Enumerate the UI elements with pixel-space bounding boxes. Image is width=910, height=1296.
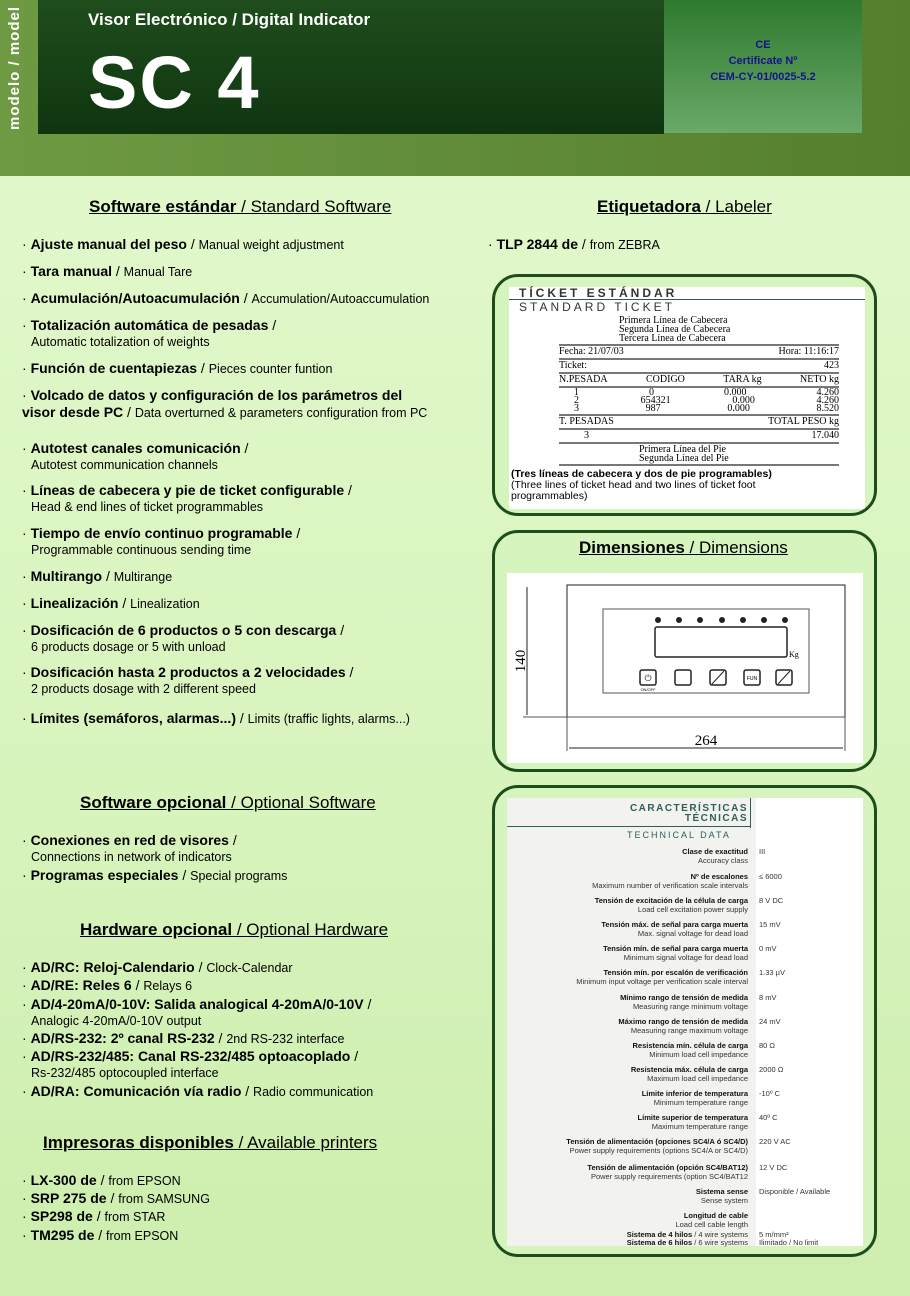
tech-label-es: Tensión de excitación de la célula de carga bbox=[594, 896, 748, 905]
tech-value: -10º C bbox=[759, 1089, 781, 1098]
list-item: · AD/4-20mA/0-10V: Salida analogical 4-20mA/0-10V / Analogic 4-20mA/0-10V output bbox=[22, 996, 372, 1028]
list-item: · Programas especiales / Special programs bbox=[22, 867, 288, 883]
list-item: · SRP 275 de / from SAMSUNG bbox=[22, 1190, 210, 1206]
heading-standard-software: Software estándar / Standard Software bbox=[89, 197, 392, 216]
ticket-cell: 0 bbox=[649, 387, 654, 398]
item-title: Linealización bbox=[30, 595, 119, 611]
item-title: AD/RC: Reloj-Calendario bbox=[30, 959, 195, 975]
tech-value: 2000 Ω bbox=[759, 1065, 784, 1074]
tech-label bbox=[595, 896, 748, 914]
tech-label-es: Clase de exactitud bbox=[682, 847, 748, 856]
tech-label bbox=[633, 1041, 748, 1059]
tech-label-es: Límite inferior de temperatura bbox=[641, 1089, 748, 1098]
tech-label bbox=[638, 1113, 748, 1131]
list-item: · AD/RC: Reloj-Calendario / Clock-Calendar bbox=[22, 959, 293, 975]
item-translation: Multirange bbox=[113, 570, 173, 584]
list-item: · Autotest canales comunicación / Autotest communication channels bbox=[22, 440, 249, 472]
ticket-row bbox=[559, 397, 839, 405]
tech-label bbox=[631, 1065, 748, 1083]
heading-labeler: Etiquetadora / Labeler bbox=[597, 197, 772, 216]
item-title: visor desde PC bbox=[22, 404, 124, 420]
tech-label-en: Accuracy class bbox=[697, 856, 748, 865]
ticket-row bbox=[559, 389, 839, 397]
heading-available-printers: Impresoras disponibles / Available printers bbox=[43, 1133, 378, 1152]
tech-label-es: Límite superior de temperatura bbox=[637, 1113, 748, 1122]
item-title: AD/RS-232: 2º canal RS-232 bbox=[30, 1030, 215, 1046]
list-item: · Función de cuentapiezas / Pieces counter funtion bbox=[22, 360, 333, 376]
tech-label bbox=[576, 968, 748, 986]
item-translation: Limits (traffic lights, alarms...) bbox=[247, 712, 410, 726]
ce-certificate bbox=[664, 0, 862, 133]
dimensions-drawing bbox=[507, 573, 863, 763]
item-translation: 2 products dosage with 2 different speed bbox=[31, 682, 256, 696]
item-translation: Programmable continuous sending time bbox=[31, 543, 252, 557]
item-translation: Manual weight adjustment bbox=[198, 238, 344, 252]
tech-label bbox=[696, 1187, 748, 1205]
ticket-cell: 1 bbox=[574, 387, 579, 398]
tech-label-es: Sistema de 6 hilos bbox=[626, 1238, 693, 1247]
tech-title-es: CARACTERÍSTICAS TÉCNICAS bbox=[629, 803, 748, 824]
unit-label: Kg bbox=[789, 650, 799, 659]
tech-label-en: Load cell cable length bbox=[675, 1220, 748, 1229]
item-translation: from ZEBRA bbox=[589, 238, 660, 252]
item-translation: Rs-232/485 optocoupled interface bbox=[31, 1066, 219, 1080]
item-title: AD/4-20mA/0-10V: Salida analogical 4-20mA/0-10V bbox=[30, 996, 364, 1012]
tech-value: III bbox=[759, 847, 766, 856]
ticket-head-lines bbox=[559, 316, 839, 343]
tech-label-en: 4 wire systems bbox=[698, 1230, 748, 1239]
button-label: ON/OFF bbox=[640, 687, 656, 692]
tech-value: 24 mV bbox=[759, 1017, 781, 1026]
tech-value: 80 Ω bbox=[759, 1041, 776, 1050]
item-title: Totalización automática de pesadas bbox=[30, 317, 269, 333]
ticket-head-line: Primera Línea de Cabecera bbox=[619, 315, 728, 326]
item-translation: from STAR bbox=[104, 1210, 166, 1224]
list-item: · TM295 de / from EPSON bbox=[22, 1227, 179, 1243]
tech-label bbox=[620, 993, 748, 1011]
ticket-cell: 0.000 bbox=[727, 403, 750, 414]
tech-label-en: Maximum number of verification scale intervals bbox=[592, 881, 748, 890]
tech-label-es: Tensión mín. de señal para carga muerta bbox=[603, 944, 748, 953]
ticket-total-count: 3 bbox=[584, 430, 589, 441]
item-translation: Data overturned & parameters configuration from PC bbox=[134, 406, 428, 420]
heading-dimensions: Dimensiones / Dimensions bbox=[579, 538, 788, 557]
item-translation: from SAMSUNG bbox=[118, 1192, 210, 1206]
tech-label-en: 6 wire systems bbox=[698, 1238, 748, 1247]
ticket-total-weight: 17.040 bbox=[811, 430, 839, 441]
list-item: · Ajuste manual del peso / Manual weight adjustment bbox=[22, 236, 344, 252]
ticket-cell: 987 bbox=[645, 403, 661, 414]
list-item: · TLP 2844 de / from ZEBRA bbox=[488, 236, 660, 252]
tech-label-es: Longitud de cable bbox=[683, 1211, 748, 1220]
item-translation: 2nd RS-232 interface bbox=[226, 1032, 345, 1046]
ticket-note bbox=[509, 469, 865, 502]
list-item: · Dosificación hasta 2 productos a 2 velocidades / 2 products dosage with 2 different speed bbox=[22, 664, 354, 696]
item-title: TLP 2844 de bbox=[496, 236, 579, 252]
tech-label bbox=[682, 847, 748, 865]
item-translation: Connections in network of indicators bbox=[31, 850, 232, 864]
tech-label-es: Tensión de alimentación (opciones SC4/A ó SC4/D) bbox=[566, 1137, 748, 1146]
list-item: · Linealización / Linealization bbox=[22, 595, 200, 611]
ticket-cell: 654321 bbox=[640, 395, 671, 406]
list-item: · Multirango / Multirange bbox=[22, 568, 173, 584]
list-item: · LX-300 de / from EPSON bbox=[22, 1172, 181, 1188]
item-translation: Automatic totalization of weights bbox=[31, 335, 210, 349]
list-item: · AD/RS-232: 2º canal RS-232 / 2nd RS-232 interface bbox=[22, 1030, 345, 1046]
item-title: Conexiones en red de visores bbox=[30, 832, 229, 848]
ticket-title-es: TÍCKET ESTÁNDAR bbox=[519, 286, 678, 300]
item-title: Autotest canales comunicación bbox=[30, 440, 241, 456]
tech-label-en: Minimum load cell impedance bbox=[649, 1050, 748, 1059]
ticket-date: Fecha: 21/07/03 bbox=[559, 346, 624, 357]
item-title: SRP 275 de bbox=[30, 1190, 107, 1206]
tech-label-en: Maximum temperature range bbox=[651, 1122, 748, 1131]
item-title: Dosificación de 6 productos o 5 con descarga bbox=[30, 622, 337, 638]
tech-title-en: TECHNICAL DATA bbox=[627, 830, 731, 840]
tech-value: ≤ 6000 bbox=[759, 872, 782, 881]
item-title: AD/RS-232/485: Canal RS-232/485 optoacoplado bbox=[30, 1048, 351, 1064]
tech-value: 1.33 µV bbox=[759, 968, 786, 977]
tech-label bbox=[603, 944, 748, 962]
tech-label-es: Máximo rango de tensión de medida bbox=[618, 1017, 748, 1026]
ticket-columns: N.PESADA CODIGO TARA kg NETO kg bbox=[559, 374, 839, 385]
ticket-total-weight-label: TOTAL PESO kg bbox=[768, 416, 839, 427]
tech-label-en: Power supply requirements (option SC4/BAT12 bbox=[590, 1172, 748, 1181]
tech-label bbox=[675, 1211, 748, 1229]
tech-label-en: Minimum input voltage per verification scale interval bbox=[576, 977, 748, 986]
tech-label bbox=[587, 1163, 748, 1181]
ticket-cell: 2 bbox=[574, 395, 579, 406]
list-item: · AD/RE: Reles 6 / Relays 6 bbox=[22, 977, 193, 993]
ticket-cell: 4.260 bbox=[816, 395, 839, 406]
tech-label-en: Measuring range minimum voltage bbox=[632, 1002, 748, 1011]
item-title: Tara manual bbox=[30, 263, 112, 279]
item-translation: Clock-Calendar bbox=[206, 961, 293, 975]
power-icon: ⏻ bbox=[644, 673, 652, 683]
tech-label-es: Sistema de 4 hilos bbox=[626, 1230, 693, 1239]
heading-optional-hardware: Hardware opcional / Optional Hardware bbox=[80, 920, 389, 939]
item-translation: Analogic 4-20mA/0-10V output bbox=[31, 1014, 202, 1028]
ticket-cell: 3 bbox=[574, 403, 579, 414]
cert-line: CE bbox=[755, 39, 771, 51]
tech-label bbox=[618, 1017, 748, 1035]
list-item: · AD/RA: Comunicación vía radio / Radio communication bbox=[22, 1083, 374, 1099]
tech-label bbox=[642, 1089, 748, 1107]
item-title: Ajuste manual del peso bbox=[30, 236, 187, 252]
item-translation: Special programs bbox=[190, 869, 288, 883]
ticket-cell: 4.260 bbox=[816, 387, 839, 398]
list-item: · Conexiones en red de visores / Connections in network of indicators bbox=[22, 832, 237, 864]
ticket-foot-line: Primera Línea del Pie bbox=[639, 444, 726, 455]
list-item: · Volcado de datos y configuración de los parámetros del visor desde PC / Data overturned & parameters configuration from PC bbox=[22, 387, 428, 420]
ticket-label: Ticket: bbox=[559, 360, 587, 371]
tech-label-es: Resistencia máx. célula de carga bbox=[630, 1065, 748, 1074]
ticket-foot-line: Segunda Línea del Pie bbox=[639, 453, 729, 464]
item-title: Dosificación hasta 2 productos a 2 velocidades bbox=[30, 664, 346, 680]
list-item: · Tiempo de envío continuo programable / Programmable continuous sending time bbox=[22, 525, 301, 557]
tech-label-en: Maximum load cell impedance bbox=[647, 1074, 748, 1083]
technical-data-table bbox=[507, 798, 863, 1246]
item-translation: 6 products dosage or 5 with unload bbox=[31, 640, 226, 654]
tech-value: 8 V DC bbox=[759, 896, 784, 905]
tech-label-es: Mínimo rango de tensión de medida bbox=[620, 993, 748, 1002]
list-item: · Límites (semáforos, alarmas...) / Limits (traffic lights, alarms...) bbox=[22, 710, 410, 726]
item-translation: from EPSON bbox=[106, 1229, 179, 1243]
ticket-title-en: STANDARD TICKET bbox=[519, 300, 675, 314]
item-title: AD/RE: Reles 6 bbox=[30, 977, 132, 993]
tech-label-en: Max. signal voltage for dead load bbox=[637, 929, 748, 938]
tech-label-en: Minimum temperature range bbox=[653, 1098, 748, 1107]
item-title: TM295 de bbox=[30, 1227, 95, 1243]
tech-label-es: Resistencia mín. célula de carga bbox=[632, 1041, 748, 1050]
item-title: Función de cuentapiezas bbox=[30, 360, 198, 376]
ticket-total-label: T. PESADAS bbox=[559, 416, 614, 427]
ticket-time: Hora: 11:16:17 bbox=[778, 346, 839, 357]
button-label: FUN bbox=[746, 676, 758, 682]
list-item: · Tara manual / Manual Tare bbox=[22, 263, 193, 279]
tech-label-es: Tensión de alimentación (opción SC4/BAT12) bbox=[587, 1163, 748, 1172]
item-translation: Autotest communication channels bbox=[31, 458, 218, 472]
product-subtitle: Visor Electrónico / Digital Indicator bbox=[88, 10, 371, 29]
tech-label-es: Nº de escalones bbox=[690, 872, 748, 881]
item-title: LX-300 de bbox=[30, 1172, 97, 1188]
tech-label bbox=[592, 872, 748, 890]
list-item: · SP298 de / from STAR bbox=[22, 1208, 166, 1224]
item-translation: Pieces counter funtion bbox=[208, 362, 333, 376]
tech-value: 15 mV bbox=[759, 920, 781, 929]
cert-line: Certificate Nº bbox=[728, 55, 798, 67]
ticket-panel bbox=[492, 274, 877, 516]
tech-value: 40º C bbox=[759, 1113, 778, 1122]
tech-label: Sistema de 4 hilos / 4 wire systems bbox=[626, 1230, 748, 1239]
standard-ticket-sample bbox=[509, 287, 865, 509]
list-item: · Líneas de cabecera y pie de ticket configurable / Head & end lines of ticket programmables bbox=[22, 482, 352, 514]
item-translation: Manual Tare bbox=[123, 265, 193, 279]
tech-value: 12 V DC bbox=[759, 1163, 788, 1172]
ticket-head-line: Segunda Línea de Cabecera bbox=[619, 324, 731, 335]
ticket-row bbox=[559, 405, 839, 413]
tech-label-es: Sistema sense bbox=[695, 1187, 748, 1196]
ticket-number: 423 bbox=[824, 360, 839, 371]
dimensions-panel bbox=[492, 530, 877, 772]
ticket-head-line: Tercera Línea de Cabecera bbox=[619, 333, 726, 344]
item-translation: Accumulation/Autoaccumulation bbox=[251, 292, 430, 306]
dimension-height: 140 bbox=[513, 649, 529, 673]
ticket-cell: 8.520 bbox=[816, 403, 839, 414]
tech-value: 5 m/mm² bbox=[759, 1230, 789, 1239]
tech-label-es: Tensión máx. de señal para carga muerta bbox=[601, 920, 748, 929]
list-item: · Dosificación de 6 productos o 5 con descarga / 6 products dosage or 5 with unload bbox=[22, 622, 345, 654]
tech-label-en: Sense system bbox=[700, 1196, 748, 1205]
item-title: SP298 de bbox=[30, 1208, 93, 1224]
item-translation: Radio communication bbox=[253, 1085, 374, 1099]
item-title: Acumulación/Autoacumulación bbox=[30, 290, 240, 306]
item-title: AD/RA: Comunicación vía radio bbox=[30, 1083, 242, 1099]
tech-value: Disponible / Available bbox=[759, 1187, 831, 1196]
list-item: · Totalización automática de pesadas / Automatic totalization of weights bbox=[22, 317, 277, 349]
model-vertical-label: modelo / model bbox=[6, 5, 23, 130]
item-title: Tiempo de envío continuo programable bbox=[30, 525, 293, 541]
technical-data-panel bbox=[492, 785, 877, 1257]
tech-label bbox=[601, 920, 748, 938]
item-title: Límites (semáforos, alarmas...) bbox=[30, 710, 236, 726]
tech-label bbox=[566, 1137, 748, 1155]
heading-optional-software: Software opcional / Optional Software bbox=[80, 793, 376, 812]
tech-label-es: Tensión mín. por escalón de verificación bbox=[603, 968, 748, 977]
tech-value: 8 mV bbox=[759, 993, 777, 1002]
item-translation: from EPSON bbox=[108, 1174, 181, 1188]
ticket-note-line: (Tres líneas de cabecera y dos de pie programables) bbox=[511, 468, 772, 480]
item-title: Líneas de cabecera y pie de ticket configurable bbox=[30, 482, 345, 498]
item-title: Multirango bbox=[30, 568, 103, 584]
tech-label-en: Load cell excitation power supply bbox=[637, 905, 748, 914]
list-item: · AD/RS-232/485: Canal RS-232/485 optoacoplado / Rs-232/485 optocoupled interface bbox=[22, 1048, 359, 1080]
ticket-note-line: (Three lines of ticket head and two lines of ticket foot bbox=[511, 479, 756, 491]
tech-label-en: Power supply requirements (options SC4/A or SC4/D) bbox=[569, 1146, 748, 1155]
tech-label-en: Measuring range maximum voltage bbox=[630, 1026, 748, 1035]
tech-value: Ilimitado / No limit bbox=[759, 1238, 819, 1247]
cert-line: CEM-CY-01/0025-5.2 bbox=[710, 71, 816, 83]
list-item: · Acumulación/Autoacumulación / Accumulation/Autoaccumulation bbox=[22, 290, 430, 306]
header-title-box bbox=[38, 0, 664, 134]
ticket-cell: 0.000 bbox=[724, 387, 747, 398]
display-window bbox=[655, 627, 787, 657]
dimension-width: 264 bbox=[694, 733, 718, 749]
item-translation: Head & end lines of ticket programmables bbox=[31, 500, 264, 514]
model-name: SC 4 bbox=[88, 41, 261, 124]
tech-value: 220 V AC bbox=[759, 1137, 791, 1146]
item-title: Programas especiales bbox=[30, 867, 179, 883]
tech-value: 0 mV bbox=[759, 944, 777, 953]
tech-label: Sistema de 6 hilos / 6 wire systems bbox=[626, 1238, 748, 1247]
item-translation: Linealization bbox=[130, 597, 200, 611]
item-title: Volcado de datos y configuración de los parámetros del bbox=[30, 387, 403, 403]
item-translation: Relays 6 bbox=[143, 979, 193, 993]
tech-label-en: Minimum signal voltage for dead load bbox=[623, 953, 748, 962]
ticket-cell: 0.000 bbox=[732, 395, 755, 406]
ticket-note-line: programmables) bbox=[511, 490, 588, 502]
